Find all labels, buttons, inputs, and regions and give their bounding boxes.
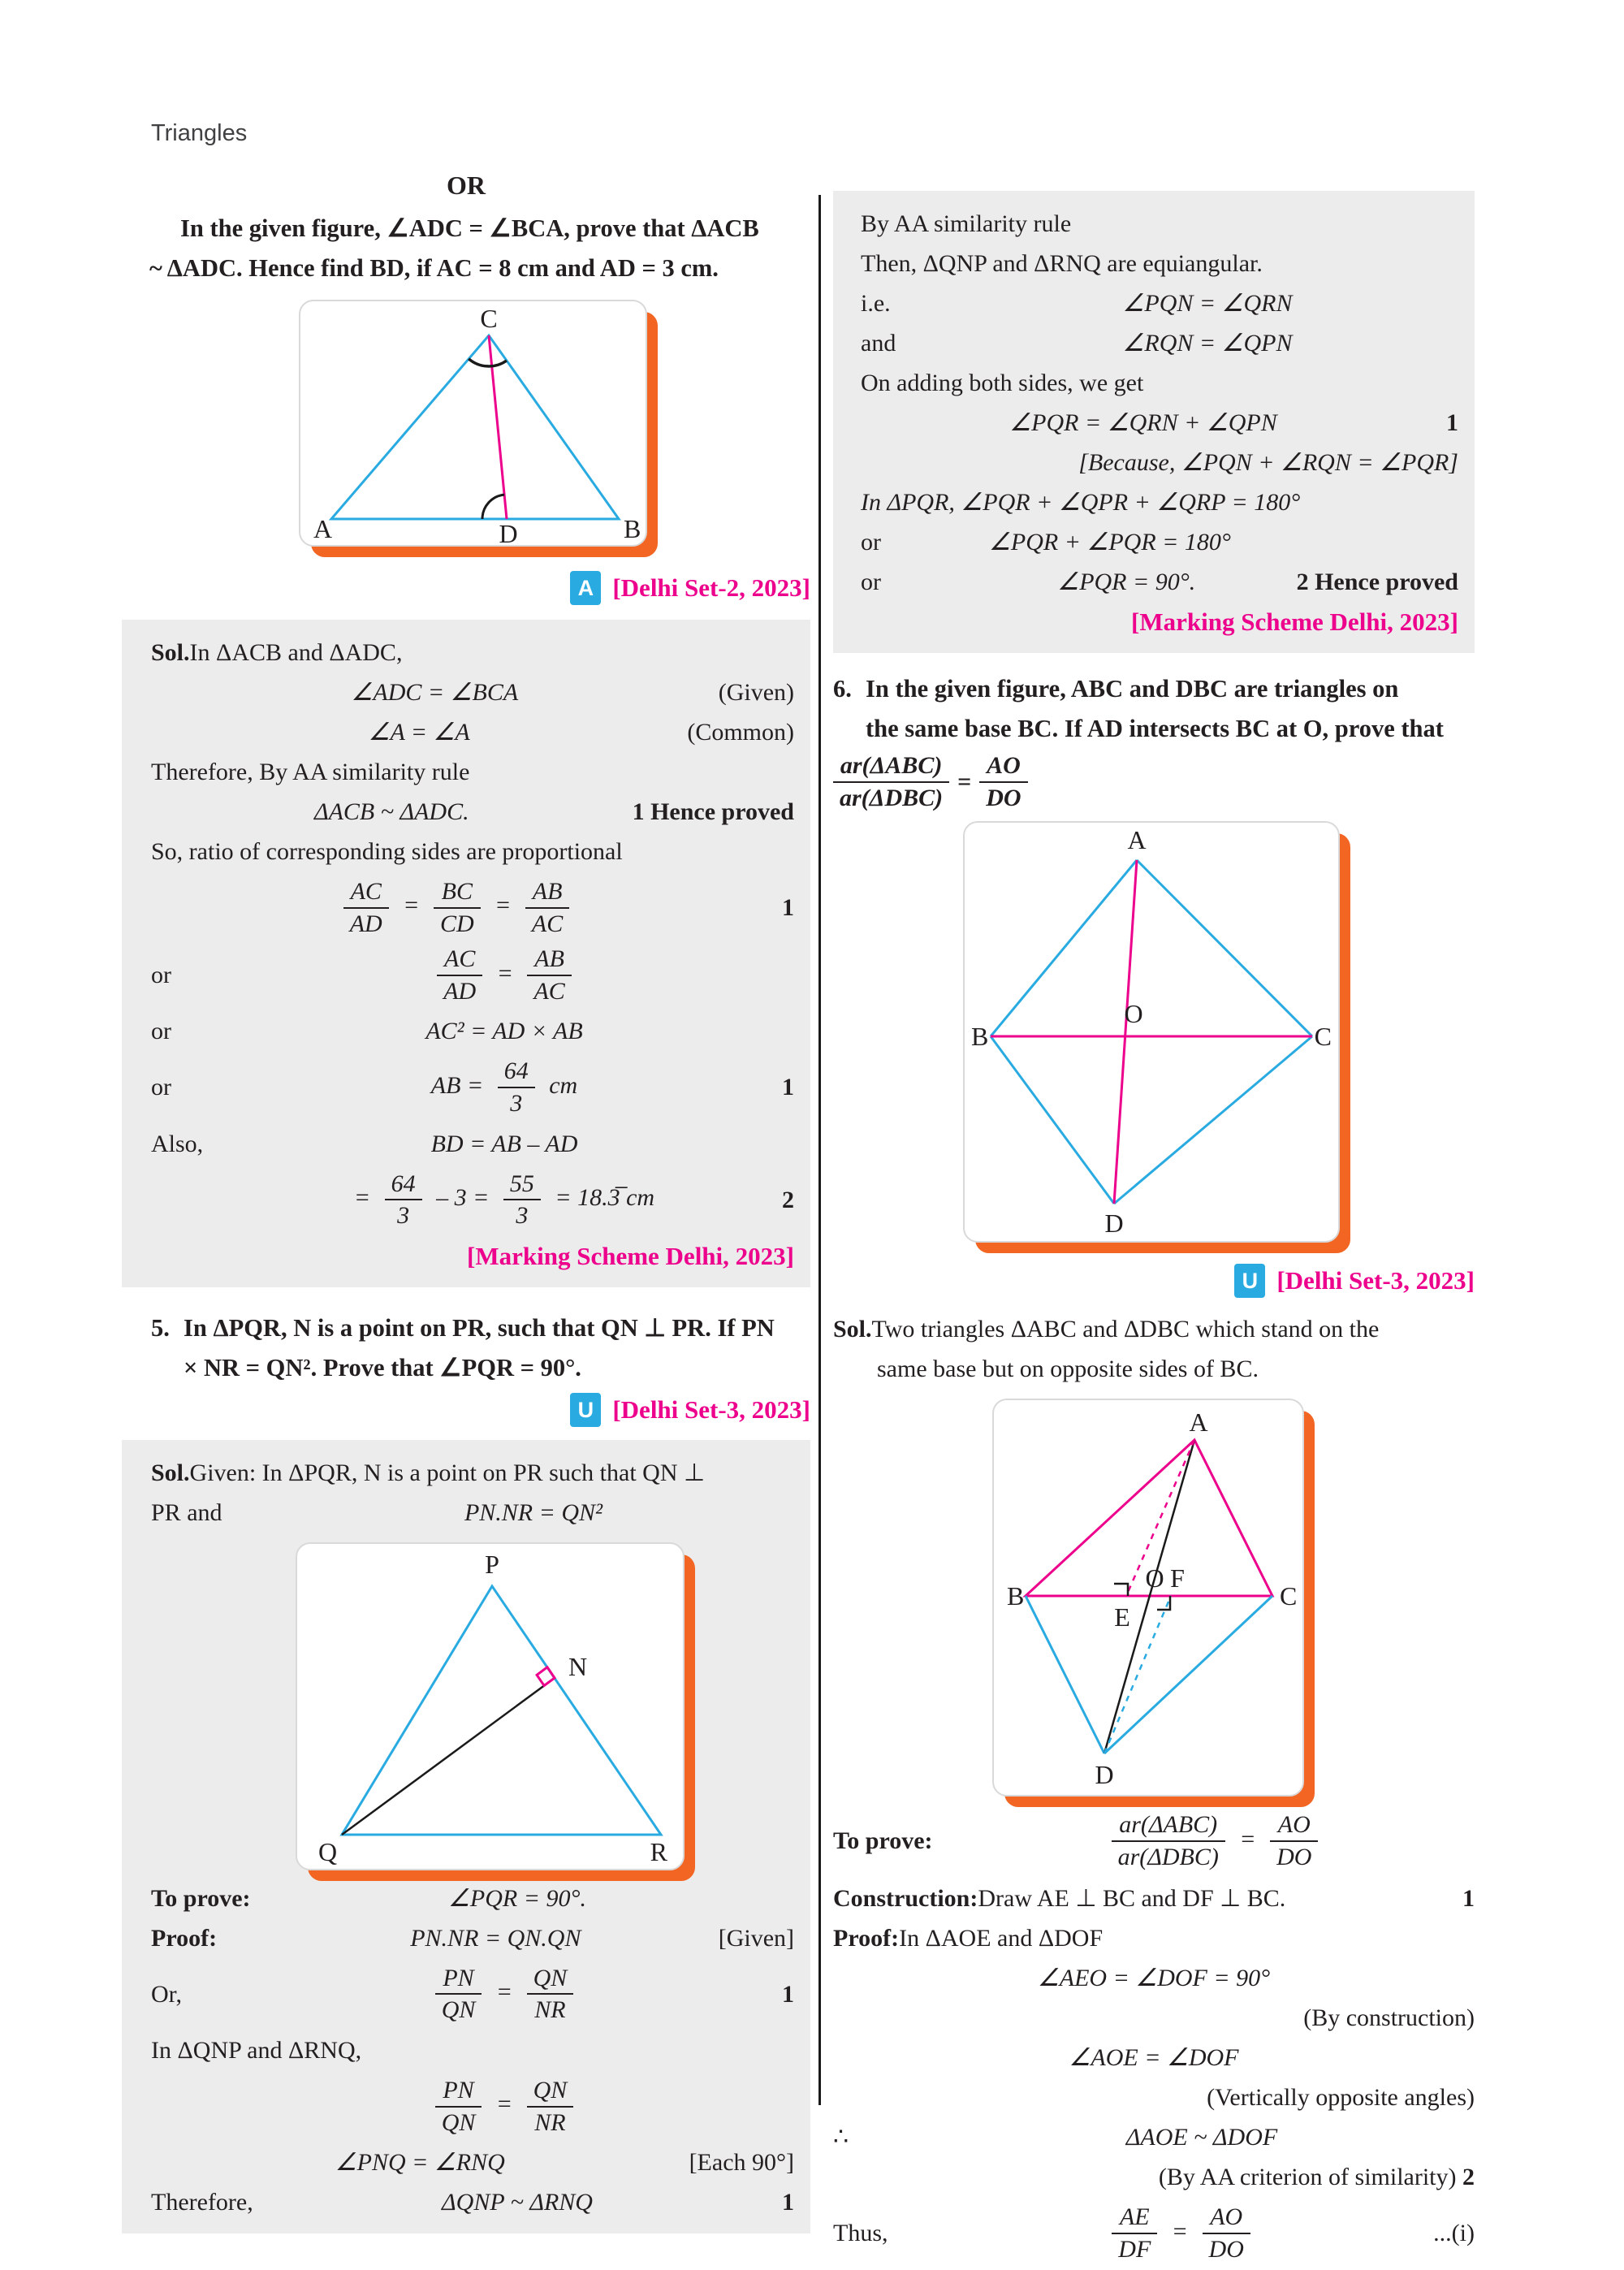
equation-row <box>151 1963 794 2026</box>
equation-row <box>861 443 1458 482</box>
solution-line <box>151 1453 794 1493</box>
vertex-label-b: B <box>624 514 641 543</box>
solution-line <box>861 363 1458 403</box>
reason-row <box>833 2157 1475 2197</box>
proof-label: Proof: <box>833 1925 900 1952</box>
solution-text: PR and <box>151 1498 222 1526</box>
kite-drawing <box>965 823 1338 1241</box>
question-line: × NR = QN². Prove that ∠PQR = 90°. <box>184 1353 581 1381</box>
triangle-edges <box>342 1586 661 1835</box>
vertex-label-b: B <box>1007 1581 1025 1611</box>
therefore-symbol: ∴ <box>833 2124 849 2151</box>
fraction-equation: $\frac{PN}{QN}$ = $\frac{QN}{NR}$ <box>247 1963 762 2026</box>
equation-row <box>151 712 794 752</box>
page-title: Triangles <box>151 120 248 146</box>
equation: ∠RQN = ∠QPN <box>1122 330 1293 357</box>
solution-text: So, ratio of corresponding sides are proportional <box>151 838 623 865</box>
equation-row <box>151 1918 794 1958</box>
equation-row <box>833 2117 1475 2157</box>
connector: or <box>151 1074 171 1101</box>
solution-text: Given: In ΔPQR, N is a point on PR such that QN ⊥ <box>189 1459 706 1486</box>
connector: or <box>151 1018 171 1045</box>
question-line: In the given figure, ∠ADC = ∠BCA, prove that ΔACB <box>180 214 759 242</box>
question-5 <box>122 1308 810 1388</box>
solution-box-or <box>122 620 810 1287</box>
edge-bd <box>991 1036 1114 1204</box>
difficulty-badge: A <box>570 571 601 605</box>
question-body <box>184 1308 775 1388</box>
solution-box-q5-continued <box>833 191 1475 653</box>
angle-arc-d <box>482 495 504 519</box>
diagonal-ad <box>1114 860 1137 1204</box>
equation-row <box>151 1056 794 1118</box>
figure-abc-dbc <box>992 1399 1304 1797</box>
equation: ∠PNQ = ∠RNQ <box>335 2149 505 2177</box>
solution-text: Two triangles ΔABC and ΔDBC which stand on the <box>871 1316 1380 1343</box>
figure-triangle-acb <box>299 300 647 547</box>
connector: Therefore, <box>151 2189 253 2216</box>
equation-row <box>151 944 794 1006</box>
abc-dbc-drawing <box>994 1400 1302 1795</box>
equation-row <box>151 792 794 832</box>
difficulty-badge: U <box>570 1393 601 1427</box>
solution-text: In ΔQNP and ΔRNQ, <box>151 2036 362 2064</box>
reason: (Common) <box>687 719 794 746</box>
equation: ∠PQR = 90°. <box>1057 569 1196 595</box>
marks: 1 <box>782 894 794 922</box>
question-line: ~ ΔADC. Hence find BD, if AC = 8 cm and AD = 3 cm. <box>149 254 719 282</box>
question-line: In ΔPQR, N is a point on PR, such that QN ⊥ PR. If PN <box>184 1313 775 1342</box>
equation: ∠AEO = ∠DOF = 90° <box>1037 1965 1271 1992</box>
marking-scheme-citation: [Marking Scheme Delhi, 2023] <box>1131 607 1458 636</box>
equation: ∠AOE = ∠DOF <box>1069 2044 1239 2072</box>
equation-row <box>151 2142 794 2182</box>
equation-row <box>833 1958 1475 1998</box>
point-label-o: O <box>1124 999 1143 1029</box>
citation-text: [Delhi Set-3, 2023] <box>1276 1266 1475 1295</box>
proof-row <box>833 1918 1475 1958</box>
fraction-equation: $\frac{AE}{DF}$ = $\frac{AO}{DO}$ <box>929 2202 1433 2264</box>
marks-note: 2 Hence proved <box>1296 569 1458 595</box>
equation: ∠PQR = 90°. <box>448 1884 586 1912</box>
marks: 1 <box>1462 1885 1475 1913</box>
question-6 <box>833 669 1475 749</box>
equation-row <box>151 1011 794 1051</box>
equation: ∠ADC = ∠BCA <box>351 679 519 706</box>
connector: or <box>861 569 881 595</box>
marks: 2 <box>782 1186 794 1213</box>
construction-row <box>833 1879 1475 1918</box>
edge-cd <box>1114 1036 1312 1204</box>
solution-line <box>861 244 1458 283</box>
right-angle-mark-e <box>1114 1584 1128 1596</box>
fraction-equation: $\frac{AC}{AD}$ = $\frac{BC}{CD}$ = $\frac{AB}{AC}$ <box>151 876 762 939</box>
vertex-label-r: R <box>650 1836 667 1866</box>
solution-line <box>151 752 794 792</box>
figure-triangle-pqr <box>296 1542 685 1870</box>
vertex-label-b: B <box>971 1022 989 1052</box>
fraction-equation: ar(ΔABC) ar(ΔDBC) = $\frac{AO}{DO}$ <box>955 1810 1475 1872</box>
reason: [Each 90°] <box>689 2149 794 2177</box>
marks: 1 <box>782 2189 794 2216</box>
edge-bd <box>1026 1596 1104 1753</box>
solution-line <box>833 1309 1475 1349</box>
reason-row <box>833 1998 1475 2038</box>
equation: ∠PQN = ∠QRN <box>1122 290 1293 317</box>
construction-label: Construction: <box>833 1885 978 1913</box>
solution-text: By AA similarity rule <box>861 210 1072 237</box>
equation: ΔAOE ~ ΔDOF <box>1125 2124 1278 2151</box>
vertex-label-a: A <box>1189 1407 1208 1438</box>
citation-row <box>122 1391 810 1429</box>
reason: (Vertically opposite angles) <box>1207 2084 1475 2112</box>
solution-line <box>151 2030 794 2070</box>
equation-row <box>861 283 1458 323</box>
vertex-label-d: D <box>499 519 518 548</box>
vertex-label-d: D <box>1095 1760 1114 1790</box>
point-label-e: E <box>1114 1602 1130 1632</box>
citation-text: [Delhi Set-2, 2023] <box>612 573 810 602</box>
point-label-f: F <box>1170 1563 1185 1593</box>
reason: (Given) <box>718 679 794 706</box>
solution-text: same base but on opposite sides of BC. <box>877 1356 1259 1383</box>
connector: and <box>861 330 896 357</box>
or-heading: OR <box>447 171 486 200</box>
equation: In ΔPQR, ∠PQR + ∠QPR + ∠QRP = 180° <box>861 489 1301 516</box>
equation: AC² = AD × AB <box>425 1018 583 1045</box>
difficulty-badge: U <box>1234 1264 1265 1298</box>
proof-text: In ΔAOE and ΔDOF <box>899 1925 1104 1952</box>
right-angle-mark-n <box>537 1667 555 1686</box>
equation: PN.NR = QN.QN <box>410 1924 581 1952</box>
sol-label: Sol. <box>151 1459 190 1486</box>
equation-row <box>861 323 1458 363</box>
vertex-label-a: A <box>313 514 333 543</box>
equation-row <box>151 1169 794 1231</box>
to-prove-row <box>833 1810 1475 1872</box>
angle-arc-c <box>469 359 507 366</box>
question-line: the same base BC. If AD intersects BC at O, prove that <box>866 715 1444 742</box>
marks: 1 <box>782 1980 794 2008</box>
connector: Thus, <box>833 2220 888 2247</box>
solution-line <box>151 633 794 672</box>
question-line: In the given figure, ABC and DBC are triangles on <box>866 675 1399 703</box>
fraction-equation: AB = $\frac{64}{3}$ cm <box>247 1056 762 1118</box>
sol-label: Sol. <box>833 1316 872 1343</box>
reason: [Given] <box>718 1924 794 1952</box>
vertex-label-n: N <box>568 1651 588 1681</box>
equation: ∠A = ∠A <box>368 719 470 746</box>
proof-label: Proof: <box>151 1924 218 1952</box>
connector: Also, <box>151 1130 204 1157</box>
equation-row <box>151 1879 794 1918</box>
connector: or <box>151 962 171 989</box>
equation-row <box>861 403 1458 443</box>
reason: [Because, ∠PQN + ∠RQN = ∠PQR] <box>1078 449 1458 476</box>
triangle-pqr-drawing <box>297 1544 683 1869</box>
fraction-equation: $\frac{AC}{AD}$ = $\frac{AB}{AC}$ <box>247 944 762 1006</box>
edge-ab <box>991 860 1137 1036</box>
marks-note: 1 Hence proved <box>632 798 794 825</box>
to-prove-label: To prove: <box>151 1884 251 1912</box>
equation-row <box>151 672 794 712</box>
marking-scheme-citation: [Marking Scheme Delhi, 2023] <box>467 1241 794 1270</box>
segment-qn <box>342 1678 555 1835</box>
reason: (By AA criterion of similarity) 2 <box>1158 2164 1475 2191</box>
solution-line <box>833 1349 1475 1389</box>
citation-row <box>833 1262 1475 1299</box>
solution-text: In ΔACB and ΔADC, <box>189 639 403 666</box>
to-prove-label: To prove: <box>833 1827 933 1855</box>
vertex-label-d: D <box>1104 1209 1124 1239</box>
reason-row <box>833 2078 1475 2117</box>
column-divider <box>818 195 821 2105</box>
solution-text: On adding both sides, we get <box>861 370 1144 396</box>
triangle-acb-drawing <box>300 301 646 548</box>
equation: PN.NR = QN² <box>464 1498 603 1526</box>
solution-line <box>861 204 1458 244</box>
construction-text: Draw AE ⊥ BC and DF ⊥ BC. <box>978 1885 1286 1913</box>
equation: BD = AB – AD <box>430 1130 578 1157</box>
fraction-equation: $\frac{PN}{QN}$ = $\frac{QN}{NR}$ <box>247 2075 762 2138</box>
equation: ΔACB ~ ΔADC. <box>313 798 469 825</box>
connector: i.e. <box>861 290 891 317</box>
vertex-label-p: P <box>485 1549 499 1579</box>
equation-row <box>151 2182 794 2222</box>
solution-box-q5 <box>122 1440 810 2233</box>
connector: Or, <box>151 1980 182 2008</box>
solution-line <box>151 1493 794 1533</box>
equation-row <box>833 2038 1475 2078</box>
marks: 1 <box>1446 409 1458 436</box>
sol-label: Sol. <box>151 639 190 666</box>
fraction-equation: = $\frac{64}{3}$ – 3 = $\frac{55}{3}$ = 18.3̅ cm <box>247 1169 762 1231</box>
vertex-label-q: Q <box>318 1836 338 1866</box>
vertex-label-c: C <box>1314 1022 1332 1052</box>
marks: 1 <box>782 1074 794 1101</box>
edge-ac <box>1137 860 1312 1036</box>
equation: ∠PQR = ∠QRN + ∠QPN <box>1009 409 1277 436</box>
left-column <box>122 0 810 2233</box>
question-body <box>866 669 1444 749</box>
right-column <box>833 0 1475 2270</box>
solution-text: Therefore, By AA similarity rule <box>151 759 470 785</box>
citation-text: [Delhi Set-3, 2023] <box>612 1394 810 1424</box>
equation-number: ...(i) <box>1433 2220 1475 2247</box>
point-label-o: O <box>1145 1563 1164 1593</box>
solution-line <box>861 482 1458 522</box>
equation-row <box>833 2202 1475 2264</box>
question-fraction: ar(ΔABC) ar(ΔDBC) = $\frac{AO}{DO}$ <box>833 750 1475 813</box>
question-or <box>122 209 810 288</box>
reason: (By construction) <box>1303 2004 1475 2032</box>
equation: ∠PQR + ∠PQR = 180° <box>989 529 1231 556</box>
figure-kite-abdc <box>963 821 1340 1243</box>
connector: or <box>861 529 881 556</box>
vertex-label-c: C <box>480 304 498 333</box>
equation: ΔQNP ~ ΔRNQ <box>442 2189 593 2216</box>
solution-line <box>151 832 794 871</box>
vertex-label-c: C <box>1280 1581 1298 1611</box>
vertex-label-a: A <box>1127 825 1147 855</box>
equation-row <box>151 1124 794 1164</box>
equation-row <box>151 2075 794 2138</box>
equation-row <box>861 562 1458 602</box>
equation-row <box>151 876 794 939</box>
citation-row <box>122 569 810 607</box>
equation-row <box>861 522 1458 562</box>
question-number: 5. <box>151 1313 170 1342</box>
question-number: 6. <box>833 675 852 703</box>
solution-text: Then, ΔQNP and ΔRNQ are equiangular. <box>861 250 1263 277</box>
